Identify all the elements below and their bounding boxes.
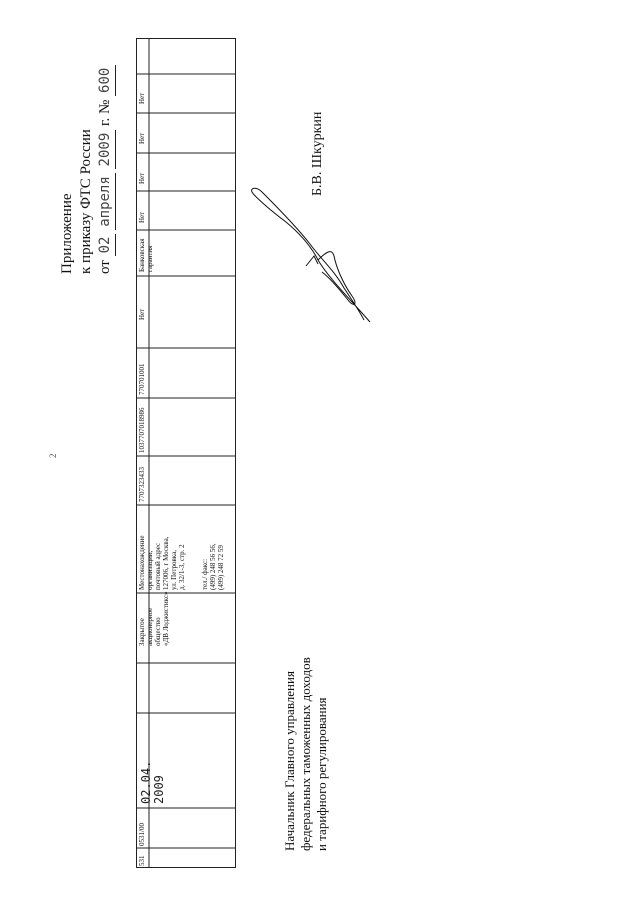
signature-drawing	[248, 182, 378, 332]
address-line: 127006, г Москва,	[162, 536, 170, 590]
guarantee-line: Банковская	[138, 238, 146, 272]
row-col14: Нет	[138, 92, 146, 104]
address-line: ул. Петровка,	[170, 550, 178, 590]
address-line: организации,	[146, 550, 154, 590]
registry-table	[136, 38, 236, 868]
org-line: Закрытое	[138, 618, 146, 646]
org-line: «ДВ Лоджистикс»	[162, 591, 170, 646]
date-day: 02	[96, 234, 116, 257]
signatory-name: Б.В. Шкуркин	[310, 111, 325, 196]
date-month: апреля	[96, 173, 116, 230]
row-index: 531	[138, 855, 146, 866]
row-code: 0531/00	[138, 823, 146, 846]
row-address	[138, 535, 186, 590]
row-inn: 7707323433	[138, 467, 146, 502]
address-line: Местонахождение	[138, 535, 146, 590]
year-suffix: г.	[97, 117, 113, 126]
date-prefix: от	[97, 260, 113, 274]
signatory-title-line: федеральных таможенных доходов	[298, 657, 313, 851]
row-date-line2: 2009	[152, 775, 166, 804]
appendix-title: Приложение	[59, 193, 75, 274]
page-number: 2	[48, 453, 58, 458]
signatory-title	[282, 657, 330, 851]
row-kpp: 770701001	[138, 363, 146, 395]
phone-line: (499) 248 56 56,	[209, 543, 217, 590]
phone-line: тел./ факс:	[201, 558, 209, 590]
row-col12: Нет	[138, 172, 146, 184]
signatory-title-line: и тарифного регулирования	[314, 697, 329, 851]
date-year: 2009	[96, 130, 116, 170]
row-col11: Нет	[138, 211, 146, 223]
org-line: общество	[154, 617, 162, 646]
row-col13: Нет	[138, 132, 146, 144]
row-ogrn: 1037707018986	[138, 407, 146, 453]
row-organization	[138, 592, 170, 646]
guarantee-line: гарантия	[146, 245, 154, 272]
row-guarantee	[138, 239, 154, 272]
row-phones	[201, 543, 225, 590]
address-line: почтовый адрес	[154, 542, 162, 590]
org-line: акционерное	[146, 607, 154, 646]
order-date-line	[96, 65, 116, 274]
row-date-line1: 02.04.	[139, 760, 153, 804]
address-line: д. 32/1-3, стр. 2	[178, 544, 186, 590]
signatory-title-line: Начальник Главного управления	[282, 671, 297, 851]
row-col9: Нет	[138, 308, 146, 320]
number-sign: №	[97, 99, 113, 115]
table-grid	[136, 38, 236, 868]
row-date	[140, 761, 166, 804]
order-number: 600	[96, 65, 116, 96]
phone-line: (499) 248 72 59	[217, 545, 225, 590]
appendix-header	[58, 65, 116, 274]
order-reference: к приказу ФТС России	[78, 129, 94, 274]
